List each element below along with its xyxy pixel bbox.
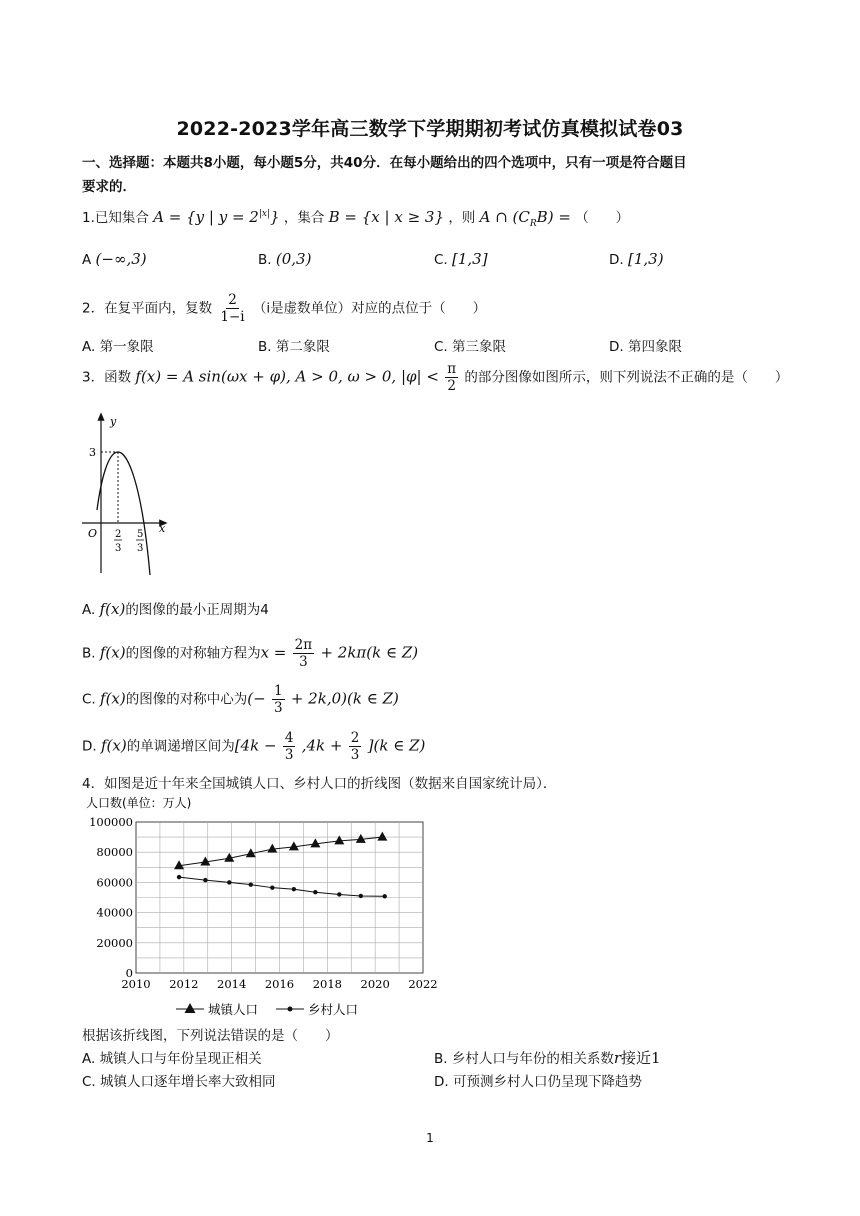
x-tick-label: 2016 <box>264 977 295 991</box>
x-tick-label: 2018 <box>312 977 342 991</box>
q1-option-d-label: D. <box>609 252 624 268</box>
q1-expression <box>479 208 571 229</box>
chart-y-axis-label: 人口数(单位：万人) <box>86 796 192 810</box>
q3-option-c-open: (− <box>247 689 266 708</box>
q2-option-d-text: 第四象限 <box>627 339 682 355</box>
q3-option-a-label: A. <box>82 602 96 618</box>
q3-fraction-denominator: 2 <box>447 378 456 394</box>
q1-option-d-text: [1,3) <box>627 250 664 268</box>
rural-point <box>203 878 207 882</box>
q3-option-d-fraction-1 <box>283 730 296 763</box>
y-tick-label: 80000 <box>96 845 133 860</box>
graph-tick2-num: 5 <box>137 529 144 540</box>
q4-option-a[interactable] <box>82 1047 262 1067</box>
q1-expr-end: B) = <box>536 208 571 226</box>
graph-origin-label: O <box>88 527 98 540</box>
q1-option-d[interactable] <box>609 250 664 268</box>
y-tick-label: 0 <box>125 966 133 980</box>
graph-x-label: x <box>159 522 166 535</box>
q1-option-b-text: (0,3) <box>275 250 312 268</box>
q1-option-a-text: (−∞,3) <box>95 250 147 268</box>
q1-option-b[interactable] <box>258 250 311 268</box>
rural-point <box>227 880 231 884</box>
q3-option-d-open: [4k − <box>234 736 277 755</box>
q3-option-a-fx: f(x) <box>99 600 126 618</box>
q3-option-d-mid: ,4k + <box>301 736 343 755</box>
q2-option-b[interactable] <box>258 335 330 355</box>
question-4-stem: 4．如图是近十年来全国城镇人口、乡村人口的折线图（数据来自国家统计局）． <box>82 776 557 792</box>
q2-option-c[interactable] <box>434 335 506 355</box>
question-2-stem <box>82 292 486 325</box>
q1-expr-main: A ∩ (C <box>479 208 530 226</box>
q4-option-b[interactable] <box>434 1047 661 1068</box>
rural-point <box>359 894 363 898</box>
q4-option-d-text: 可预测乡村人口仍呈现下降趋势 <box>452 1074 642 1090</box>
q3-option-d-fx: f(x) <box>100 736 127 755</box>
x-tick-label: 2012 <box>169 977 199 991</box>
q3-option-d-text: 的单调递增区间为 <box>126 738 235 755</box>
q1-text-d: （ ） <box>575 210 630 226</box>
chart-grid <box>136 822 423 973</box>
y-tick-label: 60000 <box>96 875 133 890</box>
q3-option-b-frac-num: 2π <box>294 637 313 653</box>
q3-fraction <box>445 361 458 394</box>
urban-point <box>334 835 344 844</box>
q3-option-d-frac1-den: 3 <box>284 747 294 763</box>
q1-expr-sub: R <box>529 219 537 229</box>
x-tick-label: 2014 <box>217 977 247 991</box>
q3-option-c-text: 的图像的对称中心为 <box>125 691 248 708</box>
y-tick-label: 40000 <box>96 905 133 920</box>
q3-option-c-fraction <box>272 683 285 716</box>
q1-text-a: 1.已知集合 <box>82 210 149 226</box>
q3-option-d-frac2-den: 3 <box>350 747 360 763</box>
q1-option-a[interactable] <box>82 250 147 268</box>
rural-point <box>270 885 274 889</box>
chart-y-ticks <box>89 815 133 980</box>
q3-function: f(x) = A sin(ωx + φ), A > 0, ω > 0, |φ| < <box>135 367 439 386</box>
q1-set-a-main: A = {y | y = 2 <box>153 208 259 226</box>
q1-text-b: ，集合 <box>283 210 325 226</box>
q3-option-c-frac-den: 3 <box>273 700 283 716</box>
chart-x-ticks <box>121 977 437 991</box>
q1-set-b: B = {x | x ≥ 3} <box>328 208 445 226</box>
q4-prompt: 根据该折线图，下列说法错误的是（ ） <box>82 1028 339 1044</box>
q1-option-c-label: C. <box>434 252 448 268</box>
legend-rural-marker <box>288 1007 293 1012</box>
q4-option-d-label: D. <box>434 1074 449 1090</box>
urban-point <box>310 838 320 847</box>
q3-option-c-tail: + 2k,0) <box>290 689 347 708</box>
series-line-0 <box>179 837 382 866</box>
q4-option-a-label: A. <box>82 1051 96 1067</box>
rural-point <box>337 892 341 896</box>
q1-option-a-label: A <box>82 252 92 268</box>
sine-graph <box>80 410 180 580</box>
q3-option-d-frac1-num: 4 <box>284 730 294 746</box>
q3-option-c[interactable] <box>82 683 399 716</box>
q2-option-b-text: 第二象限 <box>275 339 330 355</box>
graph-tick1-num: 2 <box>115 529 122 540</box>
q2-option-d-label: D. <box>609 339 624 355</box>
rural-point <box>292 887 296 891</box>
sine-curve <box>97 452 150 575</box>
graph-y-label: y <box>110 415 117 428</box>
graph-peak-label: 3 <box>89 446 96 459</box>
urban-point <box>267 844 277 853</box>
urban-point <box>289 841 299 850</box>
q1-option-c[interactable] <box>434 250 488 268</box>
series-line-1 <box>179 877 385 896</box>
q4-option-d[interactable] <box>434 1070 642 1090</box>
q2-option-b-label: B. <box>258 339 272 355</box>
q2-option-a-label: A. <box>82 339 96 355</box>
q3-text-a: 3．函数 <box>82 369 132 386</box>
section-header-line2: 要求的． <box>82 179 136 195</box>
population-line-chart <box>80 793 440 1025</box>
q2-option-d[interactable] <box>609 335 682 355</box>
q3-option-d-close: ] <box>367 736 374 755</box>
q4-option-a-text: 城镇人口与年份呈现正相关 <box>99 1051 262 1067</box>
q3-option-b-eq: x = <box>260 643 287 662</box>
q4-option-c-text: 城镇人口逐年增长率大致相同 <box>100 1074 276 1090</box>
q3-option-b[interactable] <box>82 637 418 670</box>
section-header-line1: 一、选择题：本题共8小题，每小题5分，共40分．在每小题给出的四个选项中，只有一项是符合题目 <box>82 155 687 171</box>
legend-urban-marker <box>185 1003 196 1013</box>
x-tick-label: 2020 <box>360 977 390 991</box>
q3-fraction-numerator: π <box>447 361 457 377</box>
q1-option-b-label: B. <box>258 252 272 268</box>
q3-option-c-cond: (k ∈ Z) <box>346 689 399 708</box>
q3-option-b-text: 的图像的对称轴方程为 <box>125 645 261 662</box>
q3-option-b-fraction <box>293 637 314 670</box>
chart-legend <box>176 1002 358 1017</box>
q2-fraction-denominator: 1−i <box>220 309 245 325</box>
q3-option-b-frac-den: 3 <box>299 654 308 670</box>
q4-option-b-text: 乡村人口与年份的相关系数 <box>451 1051 614 1067</box>
graph-tick1-den: 3 <box>115 543 122 554</box>
q2-option-c-text: 第三象限 <box>452 339 507 355</box>
q1-set-a <box>153 208 279 226</box>
q2-option-a[interactable] <box>82 335 154 355</box>
q2-fraction-numerator: 2 <box>228 292 237 308</box>
rural-point <box>383 894 387 898</box>
q4-option-b-var: r <box>613 1049 622 1067</box>
q3-option-b-tail: + 2kπ(k ∈ Z) <box>320 643 419 662</box>
question-3-stem <box>82 361 788 394</box>
rural-point <box>177 875 181 879</box>
q4-option-b-label: B. <box>434 1051 448 1067</box>
q3-option-c-label: C. <box>82 691 96 708</box>
q1-option-c-text: [1,3] <box>452 250 488 268</box>
q3-option-d-fraction-2 <box>349 730 362 763</box>
q3-option-a[interactable] <box>82 598 269 618</box>
q3-option-d[interactable] <box>82 730 425 763</box>
q3-text-b: 的部分图像如图所示，则下列说法不正确的是（ ） <box>464 369 789 386</box>
y-tick-label: 100000 <box>89 815 133 829</box>
q3-option-d-cond: (k ∈ Z) <box>373 736 426 755</box>
page-number: 1 <box>426 1131 434 1145</box>
chart-series <box>174 832 387 899</box>
q4-option-c-label: C. <box>82 1074 96 1090</box>
y-tick-label: 20000 <box>96 935 133 950</box>
q3-option-c-frac-num: 1 <box>273 683 283 699</box>
q3-option-b-fx: f(x) <box>99 643 126 662</box>
x-tick-label: 2022 <box>408 977 438 991</box>
graph-tick2-den: 3 <box>137 543 144 554</box>
q4-option-c[interactable] <box>82 1070 276 1090</box>
q2-text-a: 2．在复平面内，复数 <box>82 300 213 317</box>
q3-option-b-label: B. <box>82 645 96 662</box>
x-tick-label: 2010 <box>121 977 151 991</box>
q2-text-b: （i是虚数单位）对应的点位于（ ） <box>252 300 487 317</box>
q2-fraction <box>218 292 246 325</box>
q2-option-a-text: 第一象限 <box>99 339 154 355</box>
q2-option-c-label: C. <box>434 339 448 355</box>
rural-point <box>313 890 317 894</box>
question-1-stem <box>82 206 629 229</box>
page-title: 2022-2023学年高三数学下学期期初考试仿真模拟试卷03 <box>176 118 684 140</box>
q1-set-a-exponent: |x| <box>258 209 270 219</box>
legend-rural-label: 乡村人口 <box>308 1002 359 1017</box>
q3-option-a-text: 的图像的最小正周期为4 <box>125 602 269 618</box>
legend-urban-label: 城镇人口 <box>208 1002 259 1017</box>
q3-option-d-frac2-num: 2 <box>350 730 360 746</box>
q3-option-c-fx: f(x) <box>100 689 126 708</box>
rural-point <box>249 882 253 886</box>
urban-point <box>377 832 387 841</box>
q3-option-d-label: D. <box>82 738 97 755</box>
urban-point <box>356 834 366 843</box>
q1-set-a-close: } <box>270 208 280 226</box>
q4-option-b-tail: 接近1 <box>621 1049 661 1067</box>
q1-text-c: ，则 <box>448 210 476 226</box>
